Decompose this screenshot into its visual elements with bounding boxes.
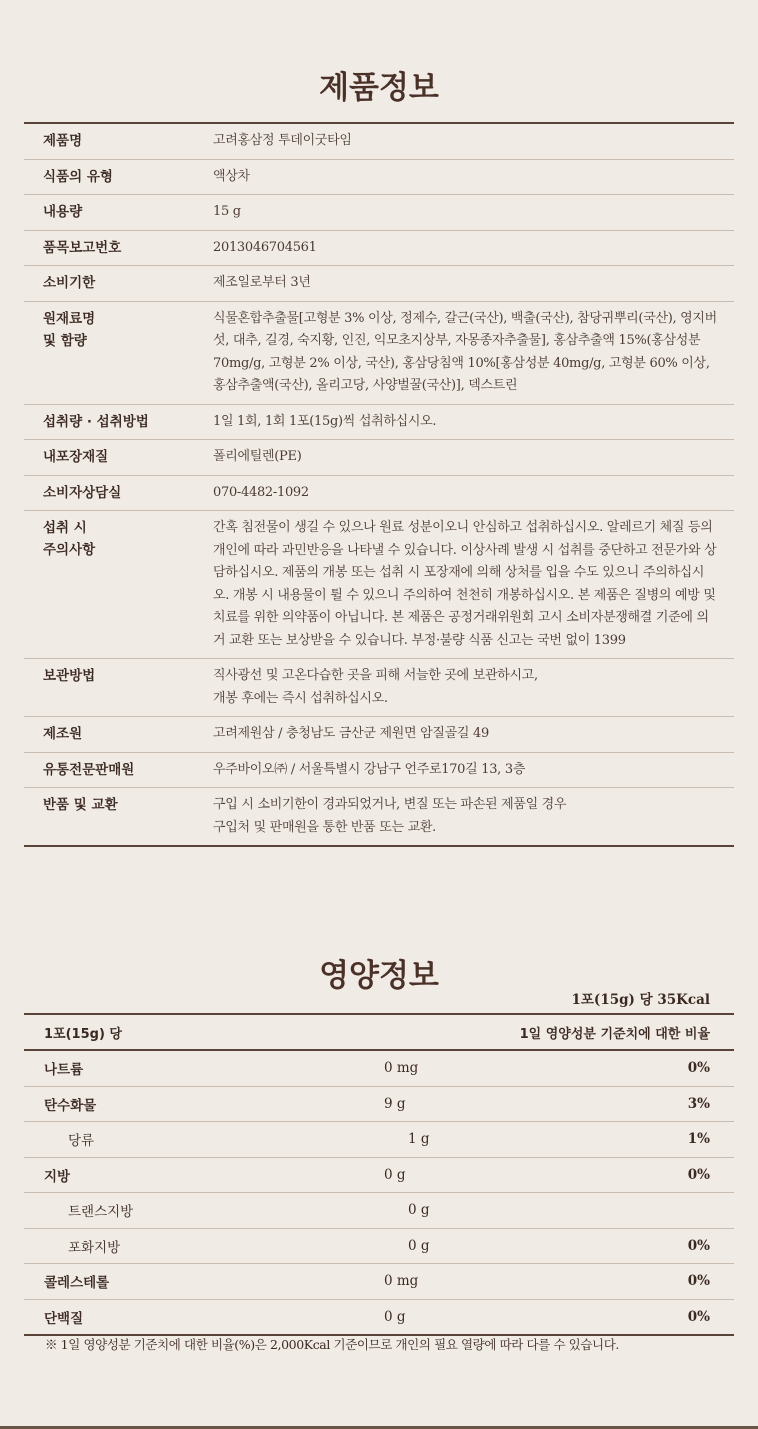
info-value: 고려제원삼 / 충청남도 금산군 제원면 암질골길 49 bbox=[213, 726, 489, 741]
nutrition-row bbox=[24, 1087, 734, 1123]
nutrition-row bbox=[24, 1264, 734, 1300]
nutrition-header bbox=[24, 1015, 734, 1051]
serving-calories: 1포(15g) 당 35Kcal bbox=[571, 992, 710, 1008]
nutrient-percent: 1% bbox=[687, 1131, 710, 1148]
info-value: 2013046704561 bbox=[213, 239, 317, 255]
info-label: 식품의 유형 bbox=[43, 168, 113, 185]
info-row bbox=[24, 511, 734, 659]
info-value: 식물혼합추출물[고형분 3% 이상, 정제수, 갈근(국산), 백출(국산), 참당귀뿌리(국산), 영지버섯, 대추, 길경, 숙지황, 인진, 익모초지상부, 자몽종자추출물], 홍삼추출액 15%(홍삼성분 70mg/g, 고형분 2% 이상, 국산), 홍삼당침액 10%[홍삼성분 40mg/g, 고형분 60% 이상, 홍삼추출액(국산), 올리고당, 사양벌꿀(국산)], 덱스트린 bbox=[213, 310, 717, 393]
info-value: 우주바이오㈜ / 서울특별시 강남구 언주로170길 13, 3층 bbox=[213, 761, 526, 777]
info-row bbox=[24, 405, 734, 441]
info-label: 제조원 bbox=[43, 726, 83, 742]
nutrient-amount: 0 g bbox=[384, 1166, 406, 1183]
info-label: 보관방법 bbox=[43, 668, 96, 684]
info-label: 소비기한 bbox=[43, 275, 96, 291]
info-row bbox=[24, 717, 734, 753]
info-row bbox=[24, 659, 734, 717]
info-value: 15 g bbox=[213, 204, 241, 219]
info-value: 구입 시 소비기한이 경과되었거나, 변질 또는 파손된 제품일 경우 구입처 및 판매원을 통한 반품 또는 교환. bbox=[213, 797, 567, 835]
info-label: 유통전문판매원 bbox=[43, 761, 135, 778]
info-label: 섭취량 · 섭취방법 bbox=[43, 413, 149, 430]
nutrition-row bbox=[24, 1300, 734, 1337]
info-row bbox=[24, 266, 734, 302]
nutrition-header-daily-value: 1일 영양성분 기준치에 대한 비율 bbox=[519, 1026, 710, 1042]
info-row bbox=[24, 231, 734, 267]
info-label: 내포장재질 bbox=[43, 449, 109, 465]
nutrition-row bbox=[24, 1193, 734, 1229]
info-label: 섭취 시 주의사항 bbox=[43, 520, 96, 558]
info-label: 원재료명 및 함량 bbox=[43, 310, 96, 349]
info-label: 반품 및 교환 bbox=[43, 797, 118, 813]
info-row bbox=[24, 302, 734, 405]
nutrient-name: 단백질 bbox=[44, 1310, 84, 1327]
nutrient-amount: 9 g bbox=[384, 1095, 406, 1112]
nutrition-row bbox=[24, 1158, 734, 1194]
nutrient-amount: 0 g bbox=[384, 1308, 406, 1325]
nutrient-name: 트랜스지방 bbox=[68, 1204, 134, 1221]
nutrient-percent: 0% bbox=[687, 1273, 710, 1290]
info-value: 1일 1회, 1회 1포(15g)씩 섭취하십시오. bbox=[213, 413, 437, 429]
nutrient-percent: 0% bbox=[687, 1166, 710, 1183]
nutrient-percent: 0% bbox=[687, 1308, 710, 1325]
nutrient-name: 나트륨 bbox=[44, 1062, 84, 1079]
nutrient-amount: 0 mg bbox=[384, 1273, 419, 1290]
nutrient-percent: 3% bbox=[687, 1095, 710, 1112]
info-label: 품목보고번호 bbox=[43, 239, 122, 256]
info-value: 070-4482-1092 bbox=[213, 484, 309, 500]
nutrient-amount: 0 g bbox=[408, 1202, 430, 1219]
info-row bbox=[24, 195, 734, 231]
info-row bbox=[24, 476, 734, 512]
nutrient-percent: 0% bbox=[687, 1237, 710, 1254]
info-value: 액상차 bbox=[213, 168, 250, 184]
info-value: 간혹 침전물이 생길 수 있으나 원료 성분이오니 안심하고 섭취하십시오. 알레르기 체질 등의 개인에 따라 과민반응을 나타낼 수 있습니다. 이상사례 발생 시 섭취를 중단하고 전문가와 상담하십시오. 제품의 개봉 또는 섭취 시 포장재에 의해 상처를 입을 수도 있으니 주의하십시오. 개봉 시 내용물이 튈 수 있으니 주의하여 천천히 개봉하십시오. 본 제품은 질병의 예방 및 치료를 위한 의약품이 아닙니다. 본 제품은 공정거래위원회 고시 소비자분쟁해결 기준에 의거 교환 또는 보상받을 수 있습니다. 부정·불량 식품 신고는 국번 없이 1399 bbox=[213, 520, 717, 648]
nutrient-name: 당류 bbox=[68, 1133, 95, 1150]
product-info-title: 제품정보 bbox=[319, 70, 439, 106]
nutrition-footnote: ※ 1일 영양성분 기준치에 대한 비율(%)은 2,000Kcal 기준이므로 개인의 필요 열량에 따라 다를 수 있습니다. bbox=[45, 1337, 619, 1352]
info-row bbox=[24, 160, 734, 196]
nutrition-header-serving: 1포(15g) 당 bbox=[44, 1026, 122, 1042]
info-row bbox=[24, 788, 734, 845]
nutrient-name: 탄수화물 bbox=[44, 1097, 97, 1114]
nutrient-name: 콜레스테롤 bbox=[44, 1275, 110, 1292]
info-label: 내용량 bbox=[43, 204, 83, 220]
nutrition-table bbox=[24, 1013, 734, 1336]
nutrient-percent: 0% bbox=[687, 1060, 710, 1077]
info-label: 소비자상담실 bbox=[43, 484, 122, 501]
nutrient-name: 지방 bbox=[44, 1168, 71, 1185]
info-value: 폴리에틸렌(PE) bbox=[213, 449, 302, 464]
nutrient-amount: 0 g bbox=[408, 1237, 430, 1254]
nutrition-row bbox=[24, 1229, 734, 1265]
nutrition-title: 영양정보 bbox=[319, 958, 439, 994]
info-row bbox=[24, 753, 734, 789]
info-value: 제조일로부터 3년 bbox=[213, 275, 311, 290]
nutrient-amount: 1 g bbox=[408, 1131, 430, 1148]
product-info-table bbox=[24, 122, 734, 847]
info-row bbox=[24, 124, 734, 160]
info-value: 직사광선 및 고온다습한 곳을 피해 서늘한 곳에 보관하시고, 개봉 후에는 즉시 섭취하십시오. bbox=[213, 668, 538, 706]
nutrition-row bbox=[24, 1122, 734, 1158]
info-label: 제품명 bbox=[43, 133, 83, 149]
nutrient-name: 포화지방 bbox=[68, 1239, 121, 1256]
info-value: 고려홍삼정 투데이굿타임 bbox=[213, 133, 352, 148]
info-row bbox=[24, 440, 734, 476]
nutrient-amount: 0 mg bbox=[384, 1060, 419, 1077]
nutrition-row bbox=[24, 1051, 734, 1087]
